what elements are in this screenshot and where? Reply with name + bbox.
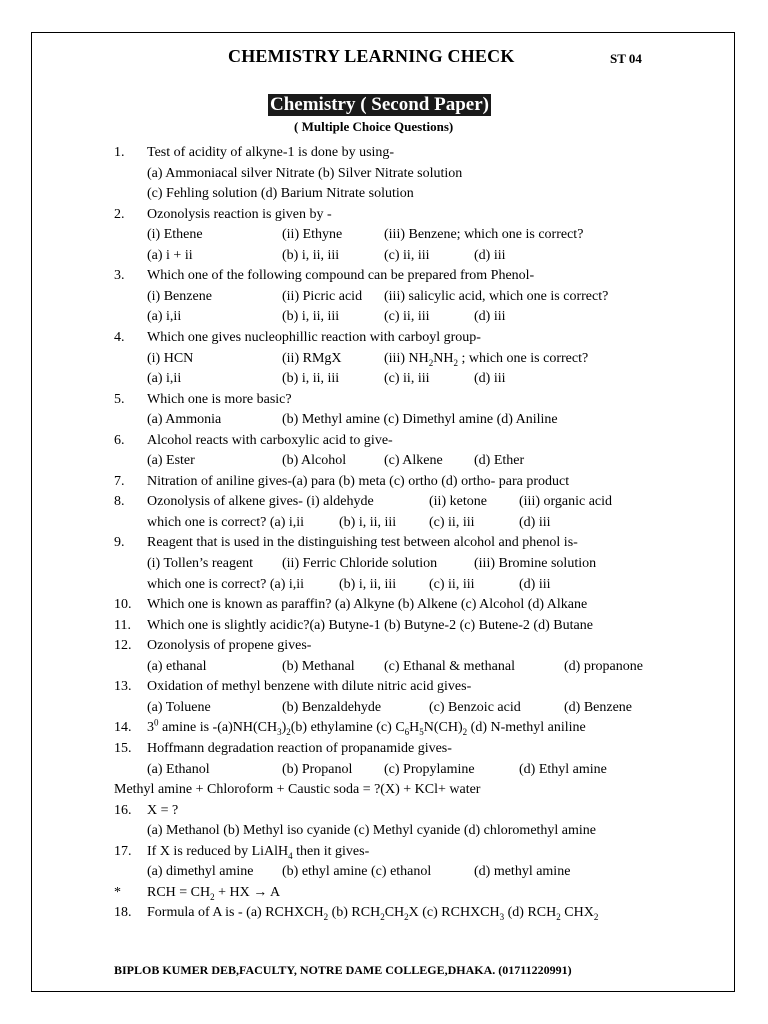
footer-credit: BIPLOB KUMER DEB,FACULTY, NOTRE DAME COLLEGE,DHAKA. (01711220991) — [114, 963, 572, 977]
line-segment: (i) Benzene — [147, 288, 212, 304]
line-segment: 17. — [114, 843, 132, 859]
text-line — [0, 760, 768, 780]
line-segment: which one is correct? (a) i,ii — [147, 514, 305, 530]
line-segment: Oxidation of methyl benzene with dilute nitric acid gives- — [147, 679, 472, 695]
line-segment: (c) Alkene — [384, 453, 443, 469]
text-line — [0, 862, 768, 882]
text-line — [0, 492, 768, 512]
line-segment: (d) iii — [474, 247, 506, 263]
text-line — [0, 636, 768, 656]
line-segment: (c) Propylamine — [384, 761, 475, 777]
line-segment: (iii) organic acid — [519, 494, 613, 510]
text-line — [0, 287, 768, 307]
text-line — [0, 657, 768, 677]
line-segment: (d) iii — [519, 576, 551, 592]
line-segment: (b) Propanol — [282, 761, 353, 777]
line-segment: (b) Benzaldehyde — [282, 699, 382, 715]
text-line — [0, 143, 768, 163]
line-segment: If X is reduced by LiAlH$_4$ then it gives- — [147, 843, 370, 861]
line-segment: RCH = $CH_2$ + HX → A — [147, 884, 281, 902]
line-segment: (a) Ethanol — [147, 761, 210, 777]
line-segment: Which one gives nucleophillic reaction with carboyl group- — [147, 329, 481, 345]
line-segment: (c) Benzoic acid — [429, 699, 521, 715]
line-segment: (a) Methanol (b) Methyl iso cyanide (c) Methyl cyanide (d) chloromethyl amine — [147, 823, 597, 839]
line-segment: 5. — [114, 391, 125, 407]
text-line — [0, 513, 768, 533]
line-segment: (d) methyl amine — [474, 864, 571, 880]
line-segment: Which one is slightly acidic?(a) Butyne-1 (b) Butyne-2 (c) Butene-2 (d) Butane — [147, 617, 593, 633]
line-segment: 11. — [114, 617, 131, 633]
text-line — [0, 164, 768, 184]
line-segment: (i) Ethene — [147, 227, 203, 243]
line-segment: (a) i,ii — [147, 309, 182, 325]
text-line — [0, 842, 768, 862]
text-line — [0, 739, 768, 759]
text-line — [0, 451, 768, 471]
line-segment: (d) Benzene — [564, 699, 633, 715]
line-segment: (d) Ether — [474, 453, 525, 469]
line-segment: (d) propanone — [564, 658, 643, 674]
line-segment: (a) i,ii — [147, 371, 182, 387]
line-segment: Ozonolysis of alkene gives- (i) aldehyde — [147, 494, 374, 510]
line-segment: (b) Methyl amine (c) Dimethyl amine (d) Aniline — [282, 412, 558, 428]
text-line — [0, 821, 768, 841]
line-segment: 6. — [114, 432, 125, 448]
sheet-code: ST 04 — [610, 51, 642, 66]
line-segment: 10. — [114, 597, 132, 613]
line-segment: 2. — [114, 206, 125, 222]
line-segment: * — [114, 884, 121, 900]
line-segment: (c) ii, iii — [384, 309, 430, 325]
text-line — [0, 246, 768, 266]
line-segment: (b) Methanal — [282, 658, 355, 674]
text-line — [0, 903, 768, 923]
line-segment: (ii) Picric acid — [282, 288, 363, 304]
line-segment: 9. — [114, 535, 125, 551]
line-segment: (a) Toluene — [147, 699, 211, 715]
text-line — [0, 266, 768, 286]
line-segment: (i) Tollen’s reagent — [147, 556, 254, 571]
text-line — [0, 780, 768, 800]
line-segment: 7. — [114, 473, 125, 489]
text-line — [0, 328, 768, 348]
text-line — [0, 431, 768, 451]
text-line — [0, 307, 768, 327]
line-segment: 8. — [114, 494, 125, 510]
text-line — [0, 472, 768, 492]
line-segment: Hoffmann degradation reaction of propanamide gives- — [147, 740, 452, 756]
text-line — [0, 369, 768, 389]
text-line — [0, 225, 768, 245]
line-segment: (a) i + ii — [147, 247, 193, 263]
line-segment: (c) Ethanal & methanal — [384, 658, 515, 674]
line-segment: Test of acidity of alkyne-1 is done by using- — [147, 145, 395, 160]
line-segment: (c) ii, iii — [384, 371, 430, 387]
paper-subtitle: ( Multiple Choice Questions) — [294, 119, 454, 134]
line-segment: (iii) salicylic acid, which one is correct? — [384, 288, 609, 304]
line-segment: (d) iii — [519, 514, 551, 530]
line-segment: X = ? — [147, 802, 179, 818]
text-line — [0, 595, 768, 615]
line-segment: (b) i, ii, iii — [282, 309, 340, 325]
line-segment: (b) i, ii, iii — [282, 247, 340, 263]
line-segment: Reagent that is used in the distinguishing test between alcohol and phenol is- — [147, 535, 578, 551]
line-segment: 3. — [114, 268, 125, 284]
line-segment: (b) ethyl amine (c) ethanol — [282, 864, 432, 880]
line-segment: (i) HCN — [147, 350, 194, 366]
line-segment: Nitration of aniline gives-(a) para (b) meta (c) ortho (d) ortho- para product — [147, 473, 570, 489]
line-segment: (b) i, ii, iii — [339, 514, 397, 530]
line-segment: Ozonolysis reaction is given by - — [147, 206, 332, 222]
text-line — [0, 616, 768, 636]
line-segment: (iii) $NH_2NH_2$ ; which one is correct? — [384, 350, 589, 368]
line-segment: (b) Alcohol — [282, 453, 347, 469]
line-segment: (c) ii, iii — [429, 514, 475, 530]
line-segment: (c) Fehling solution (d) Barium Nitrate solution — [147, 186, 414, 202]
text-line — [0, 205, 768, 225]
line-segment: which one is correct? (a) i,ii — [147, 576, 305, 592]
line-segment: (d) iii — [474, 371, 506, 387]
line-segment: 16. — [114, 802, 132, 818]
paper-title: Chemistry ( Second Paper) — [270, 94, 489, 115]
line-segment: 1. — [114, 145, 125, 160]
line-segment: (a) ethanal — [147, 658, 207, 674]
line-segment: (b) i, ii, iii — [282, 371, 340, 387]
text-line — [0, 554, 768, 574]
line-segment: Alcohol reacts with carboxylic acid to give- — [147, 432, 393, 448]
line-segment: Formula of A is - (a) $RCHXCH_2$ (b) $RCH_2CH_2X$ (c) $RCHXCH_3$ (d) $RCH_2$ $CHX_2$ — [147, 905, 599, 923]
text-line — [0, 533, 768, 553]
line-segment: (iii) Benzene; which one is correct? — [384, 227, 584, 243]
text-line — [0, 410, 768, 430]
text-line — [0, 883, 768, 903]
line-segment: (iii) Bromine solution — [474, 556, 597, 571]
line-segment: 15. — [114, 740, 132, 756]
line-segment: (ii) Ethyne — [282, 227, 343, 243]
line-segment: (d) Ethyl amine — [519, 761, 607, 777]
text-line — [0, 349, 768, 369]
line-segment: 4. — [114, 329, 125, 345]
line-segment: (a) dimethyl amine — [147, 864, 254, 880]
line-segment: (ii) ketone — [429, 494, 487, 510]
text-line — [0, 698, 768, 718]
line-segment: 13. — [114, 679, 132, 695]
line-segment: Which one is known as paraffin? (a) Alkyne (b) Alkene (c) Alcohol (d) Alkane — [147, 597, 588, 613]
line-segment: (a) Ester — [147, 453, 195, 469]
line-segment: (c) ii, iii — [429, 576, 475, 592]
line-segment: Which one of the following compound can be prepared from Phenol- — [147, 268, 535, 284]
text-line — [0, 801, 768, 821]
line-segment: (d) iii — [474, 309, 506, 325]
line-segment: (ii) RMgX — [282, 350, 342, 366]
text-line — [0, 575, 768, 595]
line-segment: 12. — [114, 638, 132, 654]
line-segment: Which one is more basic? — [147, 391, 292, 407]
line-segment: 14. — [114, 720, 132, 736]
line-segment: (c) ii, iii — [384, 247, 430, 263]
text-line — [0, 718, 768, 738]
line-segment: 18. — [114, 905, 132, 921]
text-line — [0, 677, 768, 697]
line-segment: (b) i, ii, iii — [339, 576, 397, 592]
line-segment: (a) Ammonia — [147, 412, 222, 428]
text-line — [0, 184, 768, 204]
line-segment: Methyl amine + Chloroform + Caustic soda = ?(X) + KCl+ water — [114, 782, 481, 798]
page-title: CHEMISTRY LEARNING CHECK — [228, 46, 515, 66]
line-segment: (ii) Ferric Chloride solution — [282, 556, 438, 571]
line-segment: (a) Ammoniacal silver Nitrate (b) Silver Nitrate solution — [147, 165, 463, 181]
line-segment: Ozonolysis of propene gives- — [147, 638, 312, 654]
text-line — [0, 390, 768, 410]
line-segment: $3^0$ amine is $-(a)NH(CH_3)_2(b)$ ethylamine (c) $C_6H_5N(CH)_2$ (d) N-methyl aniline — [147, 717, 586, 738]
